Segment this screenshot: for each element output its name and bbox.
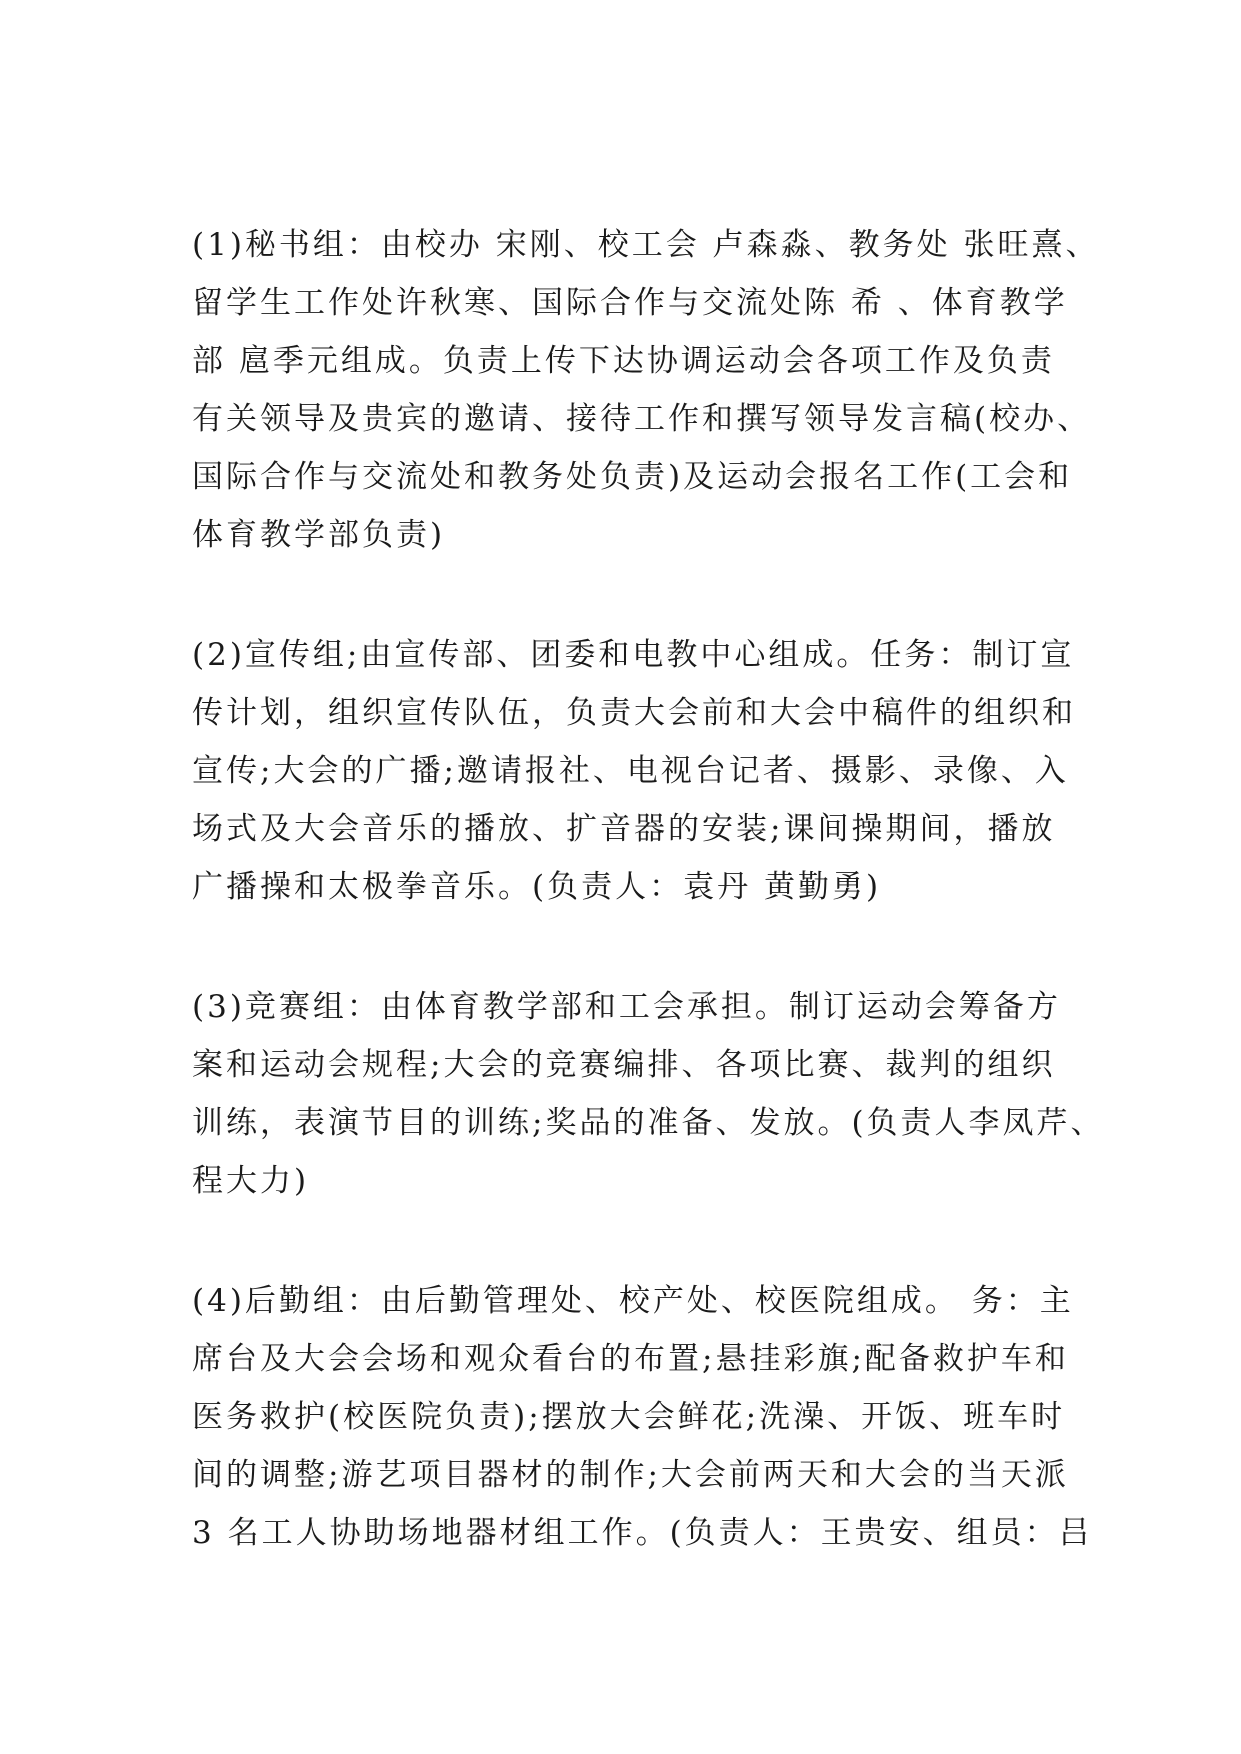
text-line: 3 名工人协助场地器材组工作。(负责人：王贵安、组员：吕 bbox=[192, 1515, 1093, 1551]
text-line: 体育教学部负责) bbox=[192, 517, 446, 553]
text-line: 间的调整;游艺项目器材的制作;大会前两天和大会的当天派 bbox=[192, 1457, 1069, 1493]
text-line: 席台及大会会场和观众看台的布置;悬挂彩旗;配备救护车和 bbox=[192, 1341, 1069, 1377]
text-line: 程大力) bbox=[192, 1163, 310, 1199]
text-line: 部 扈季元组成。负责上传下达协调运动会各项工作及负责 bbox=[192, 343, 1055, 379]
text-line: 训练，表演节目的训练;奖品的准备、发放。(负责人李凤芹、 bbox=[192, 1105, 1105, 1141]
text-line: 国际合作与交流处和教务处负责)及运动会报名工作(工会和 bbox=[192, 459, 1073, 495]
text-line: 有关领导及贵宾的邀请、接待工作和撰写领导发言稿(校办、 bbox=[192, 401, 1092, 437]
paragraph-logistics-group bbox=[192, 1272, 1093, 1562]
text-line: 医务救护(校医院负责);摆放大会鲜花;洗澡、开饭、班车时 bbox=[192, 1399, 1066, 1435]
paragraph-secretariat-group bbox=[192, 216, 1100, 564]
text-line: 留学生工作处许秋寒、国际合作与交流处陈 希 、体育教学 bbox=[192, 285, 1068, 321]
text-line: 传计划，组织宣传队伍，负责大会前和大会中稿件的组织和 bbox=[192, 695, 1076, 731]
text-line: (2)宣传组;由宣传部、团委和电教中心组成。任务：制订宣 bbox=[192, 637, 1075, 673]
text-line: (1)秘书组：由校办 宋刚、校工会 卢森淼、教务处 张旺熹、 bbox=[192, 227, 1100, 263]
text-line: 广播操和太极拳音乐。(负责人：袁丹 黄勤勇) bbox=[192, 869, 882, 905]
text-line: 案和运动会规程;大会的竞赛编排、各项比赛、裁判的组织 bbox=[192, 1047, 1056, 1083]
text-line: (3)竞赛组：由体育教学部和工会承担。制订运动会筹备方 bbox=[192, 989, 1061, 1025]
text-line: 场式及大会音乐的播放、扩音器的安装;课间操期间，播放 bbox=[192, 811, 1056, 847]
paragraph-publicity-group bbox=[192, 626, 1076, 916]
text-line: 宣传;大会的广播;邀请报社、电视台记者、摄影、录像、入 bbox=[192, 753, 1069, 789]
paragraph-competition-group bbox=[192, 978, 1105, 1210]
text-line: (4)后勤组：由后勤管理处、校产处、校医院组成。 务：主 bbox=[192, 1283, 1074, 1319]
